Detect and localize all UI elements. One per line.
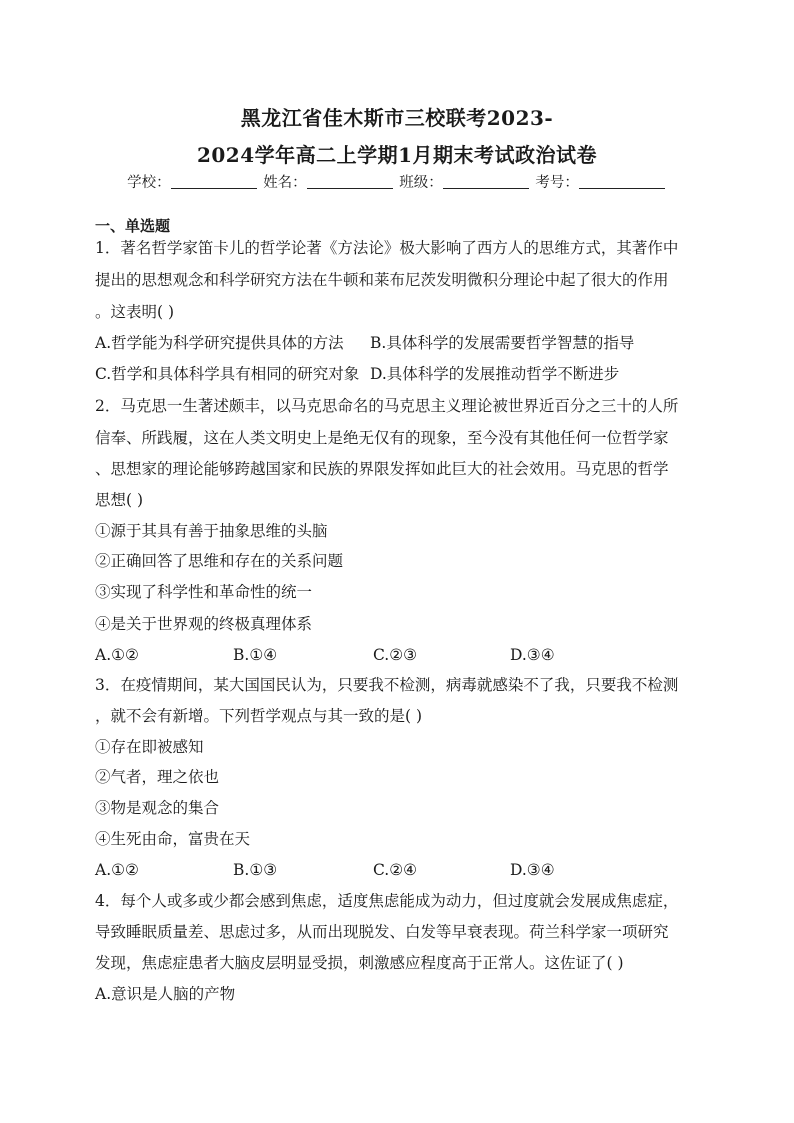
exam-title-line2: 2024学年高二上学期1月期末考试政治试卷	[196, 143, 598, 167]
q3-item: ④生死由命，富贵在天	[95, 830, 251, 848]
q1-line: 1．著名哲学家笛卡儿的哲学论著《方法论》极大影响了西方人的思维方式，其著作中	[95, 239, 679, 257]
q3-option-c: C.②④	[373, 861, 418, 879]
class-label: 班级：	[399, 175, 443, 191]
q2-line: 2．马克思一生著述颇丰，以马克思命名的马克思主义理论被世界近百分之三十的人所	[95, 397, 679, 415]
class-blank	[443, 174, 529, 189]
school-blank	[171, 174, 257, 189]
q1-option-d: D.具体科学的发展推动哲学不断进步	[370, 365, 620, 383]
exam-title-line1: 黑龙江省佳木斯市三校联考2023-	[240, 106, 554, 130]
q3-line: ，就不会有新增。下列哲学观点与其一致的是( )	[95, 707, 423, 725]
student-info-row	[0, 171, 794, 192]
name-blank	[307, 174, 393, 189]
q1-option-b: B.具体科学的发展需要哲学智慧的指导	[370, 334, 635, 352]
q2-item: ③实现了科学性和革命性的统一	[95, 583, 313, 601]
school-label: 学校：	[127, 175, 171, 191]
q3-line: 3．在疫情期间，某大国国民认为，只要我不检测，病毒就感染不了我，只要我不检测	[95, 676, 679, 694]
q4-line: 4．每个人或多或少都会感到焦虑，适度焦虑能成为动力，但过度就会发展成焦虑症，	[95, 892, 679, 910]
q4-line: 导致睡眠质量差、思虑过多，从而出现脱发、白发等早衰表现。荷兰科学家一项研究	[95, 923, 669, 941]
q4-option-a: A.意识是人脑的产物	[95, 985, 236, 1003]
q2-line: 信奉、所践履，这在人类文明史上是绝无仅有的现象，至今没有其他任何一位哲学家	[95, 429, 669, 447]
section-title: 一、单选题	[95, 217, 171, 235]
exam-number-label: 考号：	[535, 175, 579, 191]
q2-option-d: D.③④	[510, 646, 555, 664]
q1-option-c: C.哲学和具体科学具有相同的研究对象	[95, 365, 360, 383]
q4-line: 发现，焦虑症患者大脑皮层明显受损，刺激感应程度高于正常人。这佐证了( )	[95, 954, 624, 972]
q2-line: 思想( )	[95, 491, 144, 509]
q3-item: ③物是观念的集合	[95, 799, 220, 817]
q2-option-c: C.②③	[373, 646, 418, 664]
q1-line: 。这表明( )	[95, 303, 175, 321]
q2-option-a: A.①②	[95, 646, 139, 664]
name-label: 姓名：	[263, 175, 307, 191]
q3-item: ②气者，理之依也	[95, 768, 220, 786]
q2-item: ②正确回答了思维和存在的关系问题	[95, 552, 344, 570]
q1-option-a: A.哲学能为科学研究提供具体的方法	[95, 334, 344, 352]
q3-option-d: D.③④	[510, 861, 555, 879]
q3-option-b: B.①③	[233, 861, 278, 879]
q2-option-b: B.①④	[233, 646, 278, 664]
q2-item: ④是关于世界观的终极真理体系	[95, 615, 313, 633]
q2-item: ①源于其具有善于抽象思维的头脑	[95, 522, 328, 540]
q1-line: 提出的思想观念和科学研究方法在牛顿和莱布尼茨发明微积分理论中起了很大的作用	[95, 271, 669, 289]
exam-number-blank	[579, 174, 665, 189]
q2-line: 、思想家的理论能够跨越国家和民族的界限发挥如此巨大的社会效用。马克思的哲学	[95, 460, 669, 478]
q3-option-a: A.①②	[95, 861, 139, 879]
q3-item: ①存在即被感知	[95, 738, 204, 756]
